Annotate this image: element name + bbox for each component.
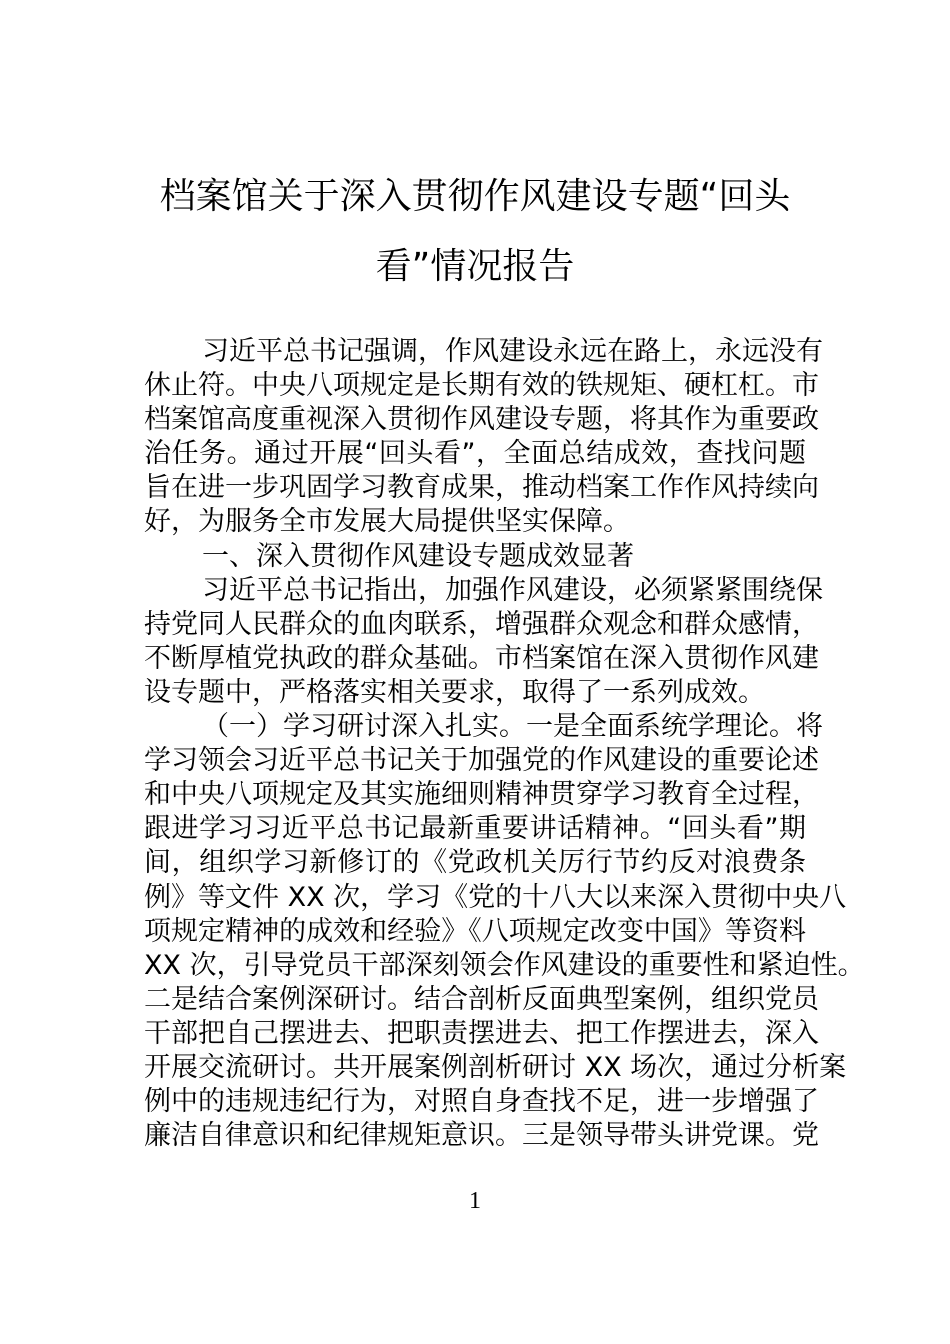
title-line-2: 看”情况报告 bbox=[375, 246, 575, 287]
document-title bbox=[150, 162, 800, 302]
page-number: 1 bbox=[469, 1188, 481, 1214]
text-line: 学习领会习近平总书记关于加强党的作风建设的重要论述 bbox=[144, 745, 819, 777]
document-body bbox=[144, 335, 865, 1153]
text-line: 间，组织学习新修订的《党政机关厉行节约反对浪费条 bbox=[144, 847, 806, 879]
text-line: 二是结合案例深研讨。结合剖析反面典型案例，组织党员 bbox=[144, 983, 819, 1015]
text-line: 一、深入贯彻作风建设专题成效显著 bbox=[202, 540, 634, 572]
text-line: 干部把自己摆进去、把职责摆进去、把工作摆进去，深入 bbox=[144, 1017, 819, 1049]
text-line: 项规定精神的成效和经验》《八项规定改变中国》等资料 bbox=[144, 915, 806, 947]
text-line: 设专题中，严格落实相关要求，取得了一系列成效。 bbox=[144, 676, 765, 708]
text-line: 治任务。通过开展“回头看”，全面总结成效，查找问题 bbox=[144, 438, 806, 470]
text-line: 休止符。中央八项规定是长期有效的铁规矩、硬杠杠。市 bbox=[144, 370, 819, 402]
text-line: 档案馆高度重视深入贯彻作风建设专题，将其作为重要政 bbox=[144, 404, 819, 436]
text-line: 廉洁自律意识和纪律规矩意识。三是领导带头讲党课。党 bbox=[144, 1120, 819, 1152]
text-line: 不断厚植党执政的群众基础。市档案馆在深入贯彻作风建 bbox=[144, 642, 819, 674]
text-line: 跟进学习习近平总书记最新重要讲话精神。“回头看”期 bbox=[144, 813, 806, 845]
text-line: 旨在进一步巩固学习教育成果，推动档案工作作风持续向 bbox=[144, 472, 819, 504]
text-line: 和中央八项规定及其实施细则精神贯穿学习教育全过程， bbox=[144, 779, 819, 811]
text-line: 好，为服务全市发展大局提供坚实保障。 bbox=[144, 506, 630, 538]
text-line: （一）学习研讨深入扎实。一是全面系统学理论。将 bbox=[202, 711, 823, 743]
text-line: 习近平总书记强调，作风建设永远在路上，永远没有 bbox=[202, 336, 823, 367]
text-line: 例中的违规违纪行为，对照自身查找不足，进一步增强了 bbox=[144, 1086, 819, 1118]
text-line: XX 次，引导党员干部深刻领会作风建设的重要性和紧迫性。 bbox=[144, 949, 865, 981]
text-line: 持党同人民群众的血肉联系，增强群众观念和群众感情， bbox=[144, 608, 819, 640]
text-line: 例》等文件 XX 次，学习《党的十八大以来深入贯彻中央八 bbox=[144, 881, 847, 913]
text-line: 开展交流研讨。共开展案例剖析研讨 XX 场次，通过分析案 bbox=[144, 1051, 847, 1083]
title-line-1: 档案馆关于深入贯彻作风建设专题“回头 bbox=[159, 176, 791, 217]
text-line: 习近平总书记指出，加强作风建设，必须紧紧围绕保 bbox=[202, 574, 823, 606]
